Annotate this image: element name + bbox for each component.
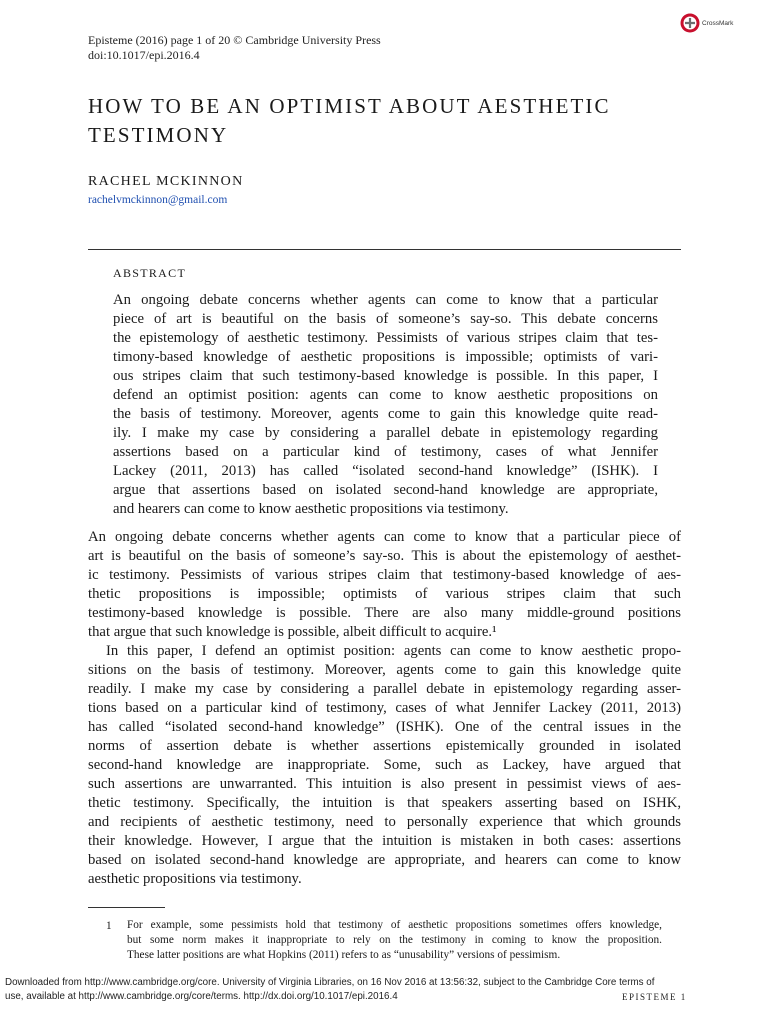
body-line: norms of assertion debate is whether assertions epistemically grounded in isolated bbox=[88, 738, 681, 754]
body-line: their knowledge. However, I argue that the intuition is mistaken in both cases: assertions bbox=[88, 833, 681, 849]
footnote-line: For example, some pessimists hold that testimony of aesthetic propositions sometimes offers knowledge, bbox=[127, 919, 662, 931]
body-line: and recipients of aesthetic testimony, need to personally experience that which grounds bbox=[88, 814, 681, 830]
abstract-line: An ongoing debate concerns whether agents can come to know that a particular bbox=[113, 292, 658, 308]
abstract-line: Lackey (2011, 2013) has called “isolated second-hand knowledge” (ISHK). I bbox=[113, 463, 658, 479]
footnote-number: 1 bbox=[106, 920, 112, 932]
footnote-line: but some norm makes it inappropriate to rely on the testimony in coming to know the proposition. bbox=[127, 934, 662, 946]
body-line: thetic testimony. Specifically, the intuition is that speakers asserting based on ISHK, bbox=[88, 795, 681, 811]
body-line: testimony-based knowledge is possible. There are also many middle-ground positions bbox=[88, 605, 681, 621]
abstract-line: and hearers can come to know aesthetic propositions via testimony. bbox=[113, 501, 509, 517]
body-line: An ongoing debate concerns whether agents can come to know that a particular piece of bbox=[88, 529, 681, 545]
body-line: tions based on a particular kind of testimony, cases of what Jennifer Lackey (2011, 2013) bbox=[88, 700, 681, 716]
body-line: that argue that such knowledge is possible, albeit difficult to acquire.¹ bbox=[88, 624, 497, 640]
author-email-link[interactable]: rachelvmckinnon@gmail.com bbox=[88, 194, 228, 206]
abstract-line: ous stripes claim that such testimony-based knowledge is possible. In this paper, I bbox=[113, 368, 658, 384]
body-line: art is beautiful on the basis of someone’s say-so. This is about the epistemology of aesthet- bbox=[88, 548, 681, 564]
download-notice-line-2: use, available at http://www.cambridge.org/core/terms. http://dx.doi.org/10.1017/epi.2016.4 bbox=[5, 991, 398, 1002]
abstract-line: piece of art is beautiful on the basis of someone’s say-so. This debate concerns bbox=[113, 311, 658, 327]
abstract-line: argue that assertions based on isolated second-hand knowledge are appropriate, bbox=[113, 482, 658, 498]
body-line: ic testimony. Pessimists of various stripes claim that testimony-based knowledge of aes- bbox=[88, 567, 681, 583]
abstract-line: the epistemology of aesthetic testimony. Pessimists of various stripes claim that tes- bbox=[113, 330, 658, 346]
abstract-line: timony-based knowledge of aesthetic propositions is impossible; optimists of vari- bbox=[113, 349, 658, 365]
article-title: HOW TO BE AN OPTIMIST ABOUT AESTHETIC TESTIMONY bbox=[88, 94, 611, 147]
footnote-divider bbox=[88, 907, 165, 908]
running-footer: EPISTEME 1 bbox=[622, 992, 687, 1002]
body-line: has called “isolated second-hand knowledge” (ISHK). One of the central issues in the bbox=[88, 719, 681, 735]
crossmark-badge[interactable] bbox=[680, 13, 733, 33]
abstract-line: assertions based on a particular kind of testimony, cases of what Jennifer bbox=[113, 444, 658, 460]
body-line: readily. I make my case by considering a parallel debate in epistemology regarding asser- bbox=[88, 681, 681, 697]
abstract-line: ily. I make my case by considering a parallel debate in epistemology regarding bbox=[113, 425, 658, 441]
doi-line: doi:10.1017/epi.2016.4 bbox=[88, 48, 200, 62]
body-line: In this paper, I defend an optimist position: agents can come to know aesthetic propo- bbox=[106, 643, 681, 659]
abstract-line: the basis of testimony. Moreover, agents come to gain this knowledge quite read- bbox=[113, 406, 658, 422]
body-line: second-hand knowledge are inappropriate. Some, such as Lackey, have argued that bbox=[88, 757, 681, 773]
abstract-line: defend an optimist position: agents can come to know aesthetic propositions on bbox=[113, 387, 658, 403]
footnote-line: These latter positions are what Hopkins (2011) refers to as “unusability” versions of pessimism. bbox=[127, 949, 561, 961]
body-line: sitions on the basis of testimony. Moreover, agents come to gain this knowledge quite bbox=[88, 662, 681, 678]
body-line: thetic propositions is impossible; optimists of various stripes claim that such bbox=[88, 586, 681, 602]
download-notice-line-1: Downloaded from http://www.cambridge.org/core. University of Virginia Libraries, on 16 Nov 2016 at 13:56:32, subject to the Cambridge Core terms of bbox=[5, 977, 655, 988]
journal-citation-line: Episteme (2016) page 1 of 20 © Cambridge University Press bbox=[88, 33, 381, 47]
author-name: RACHEL MCKINNON bbox=[88, 174, 244, 189]
crossmark-icon bbox=[680, 13, 700, 33]
body-line: aesthetic propositions via testimony. bbox=[88, 871, 302, 887]
header-divider bbox=[88, 249, 681, 250]
body-line: based on isolated second-hand knowledge are appropriate, and hearers can come to know bbox=[88, 852, 681, 868]
abstract-heading: ABSTRACT bbox=[113, 266, 187, 280]
crossmark-label: CrossMark bbox=[702, 19, 734, 27]
body-line: such assertions are unwarranted. This intuition is also present in pessimist views of aes- bbox=[88, 776, 681, 792]
